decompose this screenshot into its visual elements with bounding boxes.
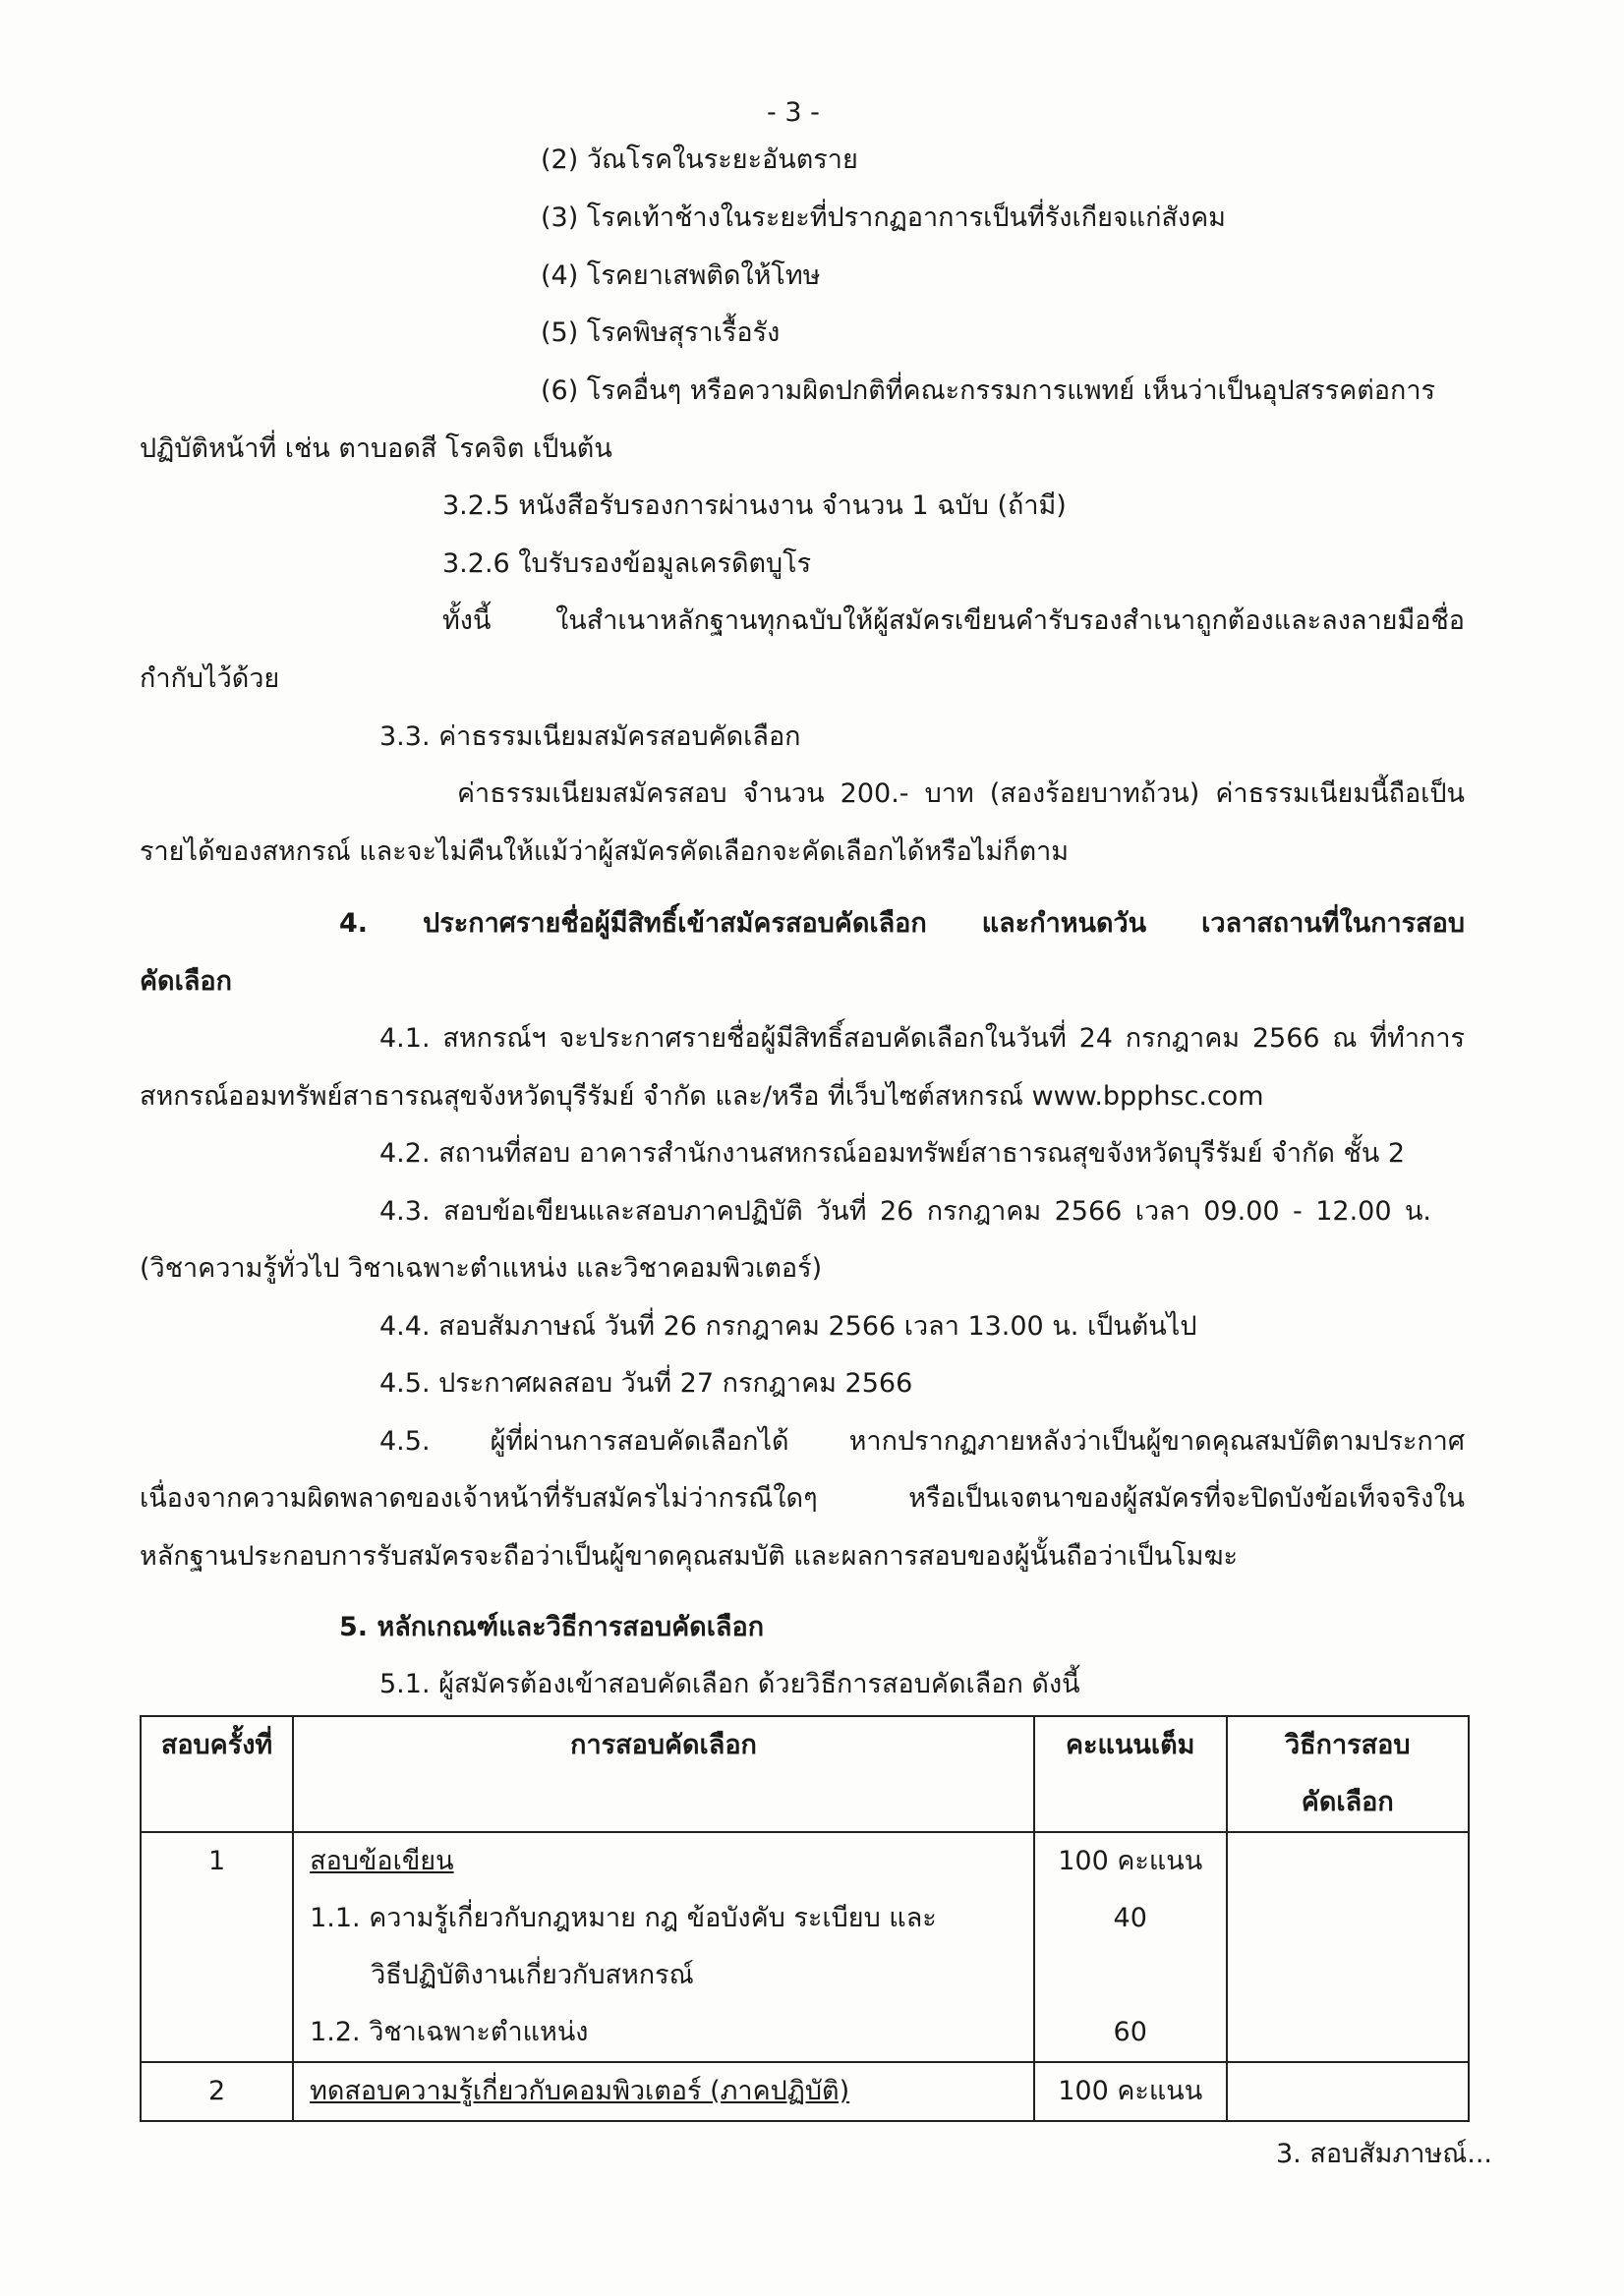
table-header-row xyxy=(141,1716,1469,1832)
list-item: (2) วัณโรคในระยะอันตราย xyxy=(541,144,858,175)
paragraph-line: (วิชาความรู้ทั่วไป วิชาเฉพาะตำแหน่ง และวิชาคอมพิวเตอร์) xyxy=(140,1253,823,1284)
header-cell: สอบครั้งที่ xyxy=(141,1716,293,1832)
header-cell: วิธีการสอบ คัดเลือก xyxy=(1227,1716,1469,1832)
paragraph-line: 5.1. ผู้สมัครต้องเข้าสอบคัดเลือก ด้วยวิธีการสอบคัดเลือก ดังนี้ xyxy=(379,1669,1080,1699)
paragraph-line: กำกับไว้ด้วย xyxy=(140,663,280,694)
section-heading: 3.3. ค่าธรรมเนียมสมัครสอบคัดเลือก xyxy=(379,721,801,752)
list-item: (5) โรคพิษสุราเรื้อรัง xyxy=(541,317,781,348)
table-cell: 1 xyxy=(141,1832,293,2062)
exam-table xyxy=(140,1715,1470,2122)
table-cell xyxy=(1227,1832,1469,2062)
paragraph-line: 4.3. สอบข้อเขียนและสอบภาคปฏิบัติ วันที่ 26 กรกฎาคม 2566 เวลา 09.00 - 12.00 น. xyxy=(379,1196,1432,1227)
table-cell: ทดสอบความรู้เกี่ยวกับคอมพิวเตอร์ (ภาคปฏิบัติ) xyxy=(293,2062,1034,2121)
paragraph-line: ทั้งนี้ ในสำเนาหลักฐานทุกฉบับให้ผู้สมัครเขียนคำรับรองสำเนาถูกต้องและลงลายมือชื่อ xyxy=(442,605,1465,636)
list-item: 3.2.6 ใบรับรองข้อมูลเครดิตบูโร xyxy=(442,548,812,579)
list-item: 3.2.5 หนังสือรับรองการผ่านงาน จำนวน 1 ฉบับ (ถ้ามี) xyxy=(442,490,1067,521)
table-cell: 2 xyxy=(141,2062,293,2121)
header-cell: การสอบคัดเลือก xyxy=(293,1716,1034,1832)
list-item: (6) โรคอื่นๆ หรือความผิดปกติที่คณะกรรมการแพทย์ เห็นว่าเป็นอุปสรรคต่อการ xyxy=(541,375,1435,406)
paragraph-line: หลักฐานประกอบการรับสมัครจะถือว่าเป็นผู้ขาดคุณสมบัติ และผลการสอบของผู้นั้นถือว่าเป็นโมฆะ xyxy=(140,1541,1238,1572)
paragraph-line: รายได้ของสหกรณ์ และจะไม่คืนให้แม้ว่าผู้สมัครคัดเลือกจะคัดเลือกได้หรือไม่ก็ตาม xyxy=(140,836,1070,867)
list-item: (4) โรคยาเสพติดให้โทษ xyxy=(541,260,821,291)
table-cell: 100 คะแนน 40 60 xyxy=(1034,1832,1227,2062)
paragraph-line: ปฏิบัติหน้าที่ เช่น ตาบอดสี โรคจิต เป็นต้น xyxy=(140,433,612,464)
paragraph-line: เนื่องจากความผิดพลาดของเจ้าหน้าที่รับสมัครไม่ว่ากรณีใดๆ หรือเป็นเจตนาของผู้สมัครที่จะปิดบังข้อเท็จจริงใน xyxy=(140,1483,1465,1514)
paragraph-line: 4.4. สอบสัมภาษณ์ วันที่ 26 กรกฎาคม 2566 เวลา 13.00 น. เป็นต้นไป xyxy=(379,1311,1197,1342)
section-heading: 4. ประกาศรายชื่อผู้มีสิทธิ์เข้าสมัครสอบคัดเลือก และกำหนดวัน เวลาสถานที่ในการสอบ xyxy=(339,908,1465,939)
paragraph-line: 4.1. สหกรณ์ฯ จะประกาศรายชื่อผู้มีสิทธิ์สอบคัดเลือกในวันที่ 24 กรกฎาคม 2566 ณ ที่ทำการ xyxy=(379,1023,1465,1054)
section-heading: 5. หลักเกณฑ์และวิธีการสอบคัดเลือก xyxy=(339,1612,765,1642)
section-heading: คัดเลือก xyxy=(140,966,232,997)
table-cell: สอบข้อเขียน 1.1. ความรู้เกี่ยวกับกฎหมาย กฎ ข้อบังคับ ระเบียบ และ วิธีปฏิบัติงานเกี่ยวกับสหกรณ์ 1.2. วิชาเฉพาะตำแหน่ง xyxy=(293,1832,1034,2062)
list-item: (3) โรคเท้าช้างในระยะที่ปรากฏอาการเป็นที่รังเกียจแก่สังคม xyxy=(541,202,1226,233)
table-cell: 100 คะแนน xyxy=(1034,2062,1227,2121)
continuation-marker: 3. สอบสัมภาษณ์... xyxy=(1276,2139,1493,2169)
page-number: - 3 - xyxy=(767,97,820,128)
paragraph-line: 4.5. ประกาศผลสอบ วันที่ 27 กรกฎาคม 2566 xyxy=(379,1368,913,1399)
table-row xyxy=(141,2062,1469,2121)
table-cell xyxy=(1227,2062,1469,2121)
table-row xyxy=(141,1832,1469,2062)
paragraph-line: ค่าธรรมเนียมสมัครสอบ จำนวน 200.- บาท (สองร้อยบาทถ้วน) ค่าธรรมเนียมนี้ถือเป็น xyxy=(457,778,1465,809)
paragraph-line: สหกรณ์ออมทรัพย์สาธารณสุขจังหวัดบุรีรัมย์ จำกัด และ/หรือ ที่เว็บไซต์สหกรณ์ www.bpphsc.com xyxy=(140,1081,1264,1112)
paragraph-line: 4.2. สถานที่สอบ อาคารสำนักงานสหกรณ์ออมทรัพย์สาธารณสุขจังหวัดบุรีรัมย์ จำกัด ชั้น 2 xyxy=(379,1138,1406,1169)
header-cell: คะแนนเต็ม xyxy=(1034,1716,1227,1832)
paragraph-line: 4.5. ผู้ที่ผ่านการสอบคัดเลือกได้ หากปรากฏภายหลังว่าเป็นผู้ขาดคุณสมบัติตามประกาศ xyxy=(379,1426,1465,1457)
